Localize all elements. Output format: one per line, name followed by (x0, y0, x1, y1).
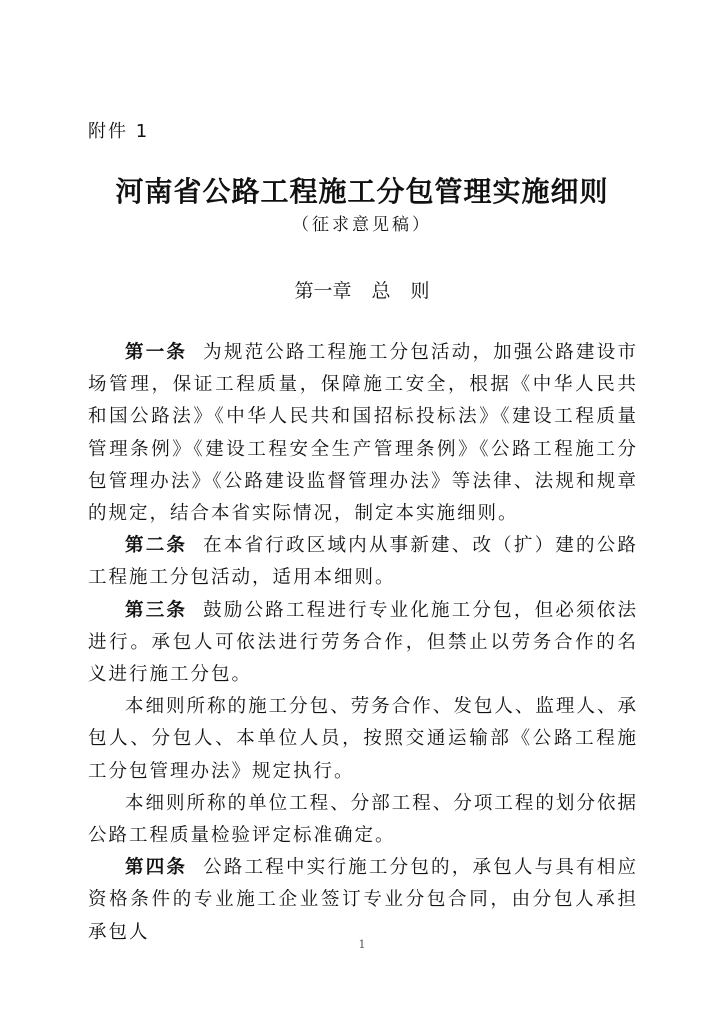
paragraph-text: 为规范公路工程施工分包活动，加强公路建设市场管理，保证工程质量，保障施工安全，根据《中华人民共和国公路法》《中华人民共和国招标投标法》《建设工程质量管理条例》《建设工程安全生产管理条例》《公路工程施工分包管理办法》《公路建设监督管理办法》等法律、法规和规章的规定，结合本省实际情况，制定本实施细则。 (88, 342, 638, 525)
article-label: 第三条 (125, 599, 188, 621)
paragraph-text: 鼓励公路工程进行专业化施工分包，但必须依法进行。承包人可依法进行劳务合作，但禁止以劳务合作的名义进行施工分包。 (88, 599, 638, 686)
attachment-label: 附件 1 (88, 121, 150, 142)
paragraph-definitions (88, 691, 638, 788)
document-subtitle: （征求意见稿） (292, 215, 432, 235)
paragraph-text: 在本省行政区域内从事新建、改（扩）建的公路工程施工分包活动，适用本细则。 (88, 535, 638, 589)
chapter-heading (0, 276, 724, 303)
paragraph-engineering-division (88, 788, 638, 852)
paragraph-article-2 (88, 530, 638, 594)
paragraph-article-3 (88, 595, 638, 692)
chapter-name-part1: 总 (371, 280, 391, 302)
paragraph-text: 本细则所称的施工分包、劳务合作、发包人、监理人、承包人、分包人、本单位人员，按照交通运输部《公路工程施工分包管理办法》规定执行。 (88, 696, 638, 782)
article-label: 第四条 (125, 857, 188, 879)
paragraph-text: 本细则所称的单位工程、分部工程、分项工程的划分依据公路工程质量检验评定标准确定。 (88, 792, 638, 847)
paragraph-article-4 (88, 852, 638, 949)
document-body (88, 337, 638, 949)
chapter-name-part2: 则 (410, 280, 430, 302)
page-number: 1 (358, 938, 366, 951)
article-label: 第二条 (125, 535, 188, 557)
chapter-label: 第一章 (294, 280, 352, 302)
paragraph-article-1 (88, 337, 638, 530)
document-title: 河南省公路工程施工分包管理实施细则 (115, 175, 609, 208)
paragraph-text: 公路工程中实行施工分包的，承包人与具有相应资格条件的专业施工企业签订专业分包合同，由分包人承担承包人 (88, 857, 638, 943)
article-label: 第一条 (125, 342, 188, 363)
